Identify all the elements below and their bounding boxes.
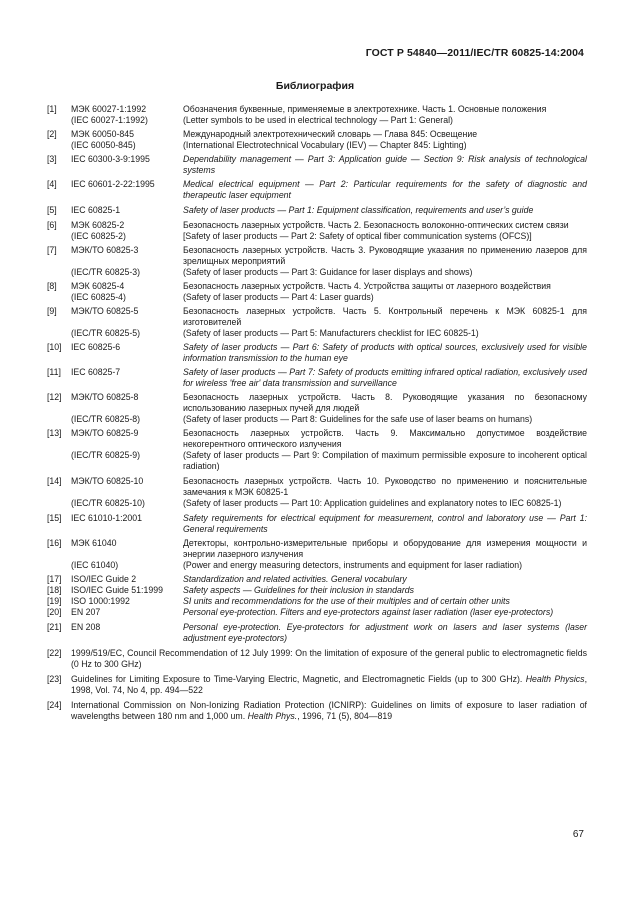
bibliography-entry xyxy=(47,205,587,216)
entry-original-code: (IEC 60825-4) xyxy=(71,292,126,302)
entry-number: [10] xyxy=(47,342,62,352)
entry-number: [19] xyxy=(47,596,62,606)
entry-text: Безопасность лазерных устройств. Часть 2. Безопасность волоконно-оптических систем связи xyxy=(183,220,569,230)
entry-text-main: Guidelines for Limiting Exposure to Time-Varying Electric, Magnetic, and Electromagnetic Fields (up to 300 GHz). xyxy=(71,674,523,684)
entry-number: [8] xyxy=(47,281,57,291)
entry-text: Personal eye-protection. Eye-protectors for adjustment work on lasers and laser systems (laser adjustment eye-protectors) xyxy=(183,622,587,643)
entry-number: [4] xyxy=(47,179,57,189)
entry-text: Personal eye-protection. Filters and eye-protectors against laser radiation (laser eye-protectors) xyxy=(183,607,554,617)
bibliography-entry xyxy=(47,306,587,339)
entry-code: МЭК 60825-2 xyxy=(71,220,125,230)
entry-number: [14] xyxy=(47,476,62,486)
entry-original-text: (Safety of laser products — Part 3: Guidance for laser displays and shows) xyxy=(183,267,473,277)
entry-number: [13] xyxy=(47,428,62,438)
bibliography-entry xyxy=(47,281,587,303)
entry-text: Dependability management — Part 3: Application guide — Section 9: Risk analysis of technological systems xyxy=(183,154,587,175)
entry-text: Безопасность лазерных устройств. Часть 3. Руководящие указания по применению лазеров для зрелищных мероприятий xyxy=(183,245,587,266)
bibliography-entry xyxy=(47,179,587,201)
entry-original-text: [Safety of laser products — Part 2: Safety of optical fiber communication systems (OFCS)] xyxy=(183,231,532,241)
bibliography-entry xyxy=(47,476,587,509)
entry-code: МЭК/ТО 60825-10 xyxy=(71,476,144,486)
entry-code: ISO/IEC Guide 2 xyxy=(71,574,137,584)
entry-code: МЭК/ТО 60825-9 xyxy=(71,428,139,438)
entry-code: МЭК/ТО 60825-3 xyxy=(71,245,139,255)
bibliography-entry xyxy=(47,538,587,571)
entry-text: Международный электротехнический словарь — Глава 845: Освещение xyxy=(183,129,478,139)
document-header: ГОСТ Р 54840—2011/IEC/TR 60825-14:2004 xyxy=(365,47,584,59)
entry-original-code: (IEC 60027-1:1992) xyxy=(71,115,148,125)
entry-original-code: (IEC 60050-845) xyxy=(71,140,136,150)
entry-text: Детекторы, контрольно-измерительные приборы и оборудование для измерения мощности и энергии лазерного излучения xyxy=(183,538,587,559)
entry-original-text: (Safety of laser products — Part 9: Compilation of maximum permissible exposure to incoherent optical radiation) xyxy=(183,450,587,471)
entry-code: ISO 1000:1992 xyxy=(71,596,130,606)
entry-code: МЭК 60050-845 xyxy=(71,129,134,139)
entry-text: Safety of laser products — Part 7: Safety of products emitting infrared optical radiation, exclusively used for wireless 'free air' data transmission and surveillance xyxy=(183,367,587,388)
entry-text: Безопасность лазерных устройств. Часть 5. Контрольный перечень к МЭК 60825-1 для изготовителей xyxy=(183,306,587,327)
bibliography-entry xyxy=(47,245,587,278)
bibliography-entry xyxy=(47,220,587,242)
entry-original-code: (IEC/TR 60825-8) xyxy=(71,414,141,424)
entry-number: [20] xyxy=(47,607,62,617)
bibliography-entry xyxy=(47,342,587,364)
entry-code: EN 208 xyxy=(71,622,101,632)
entry-number: [1] xyxy=(47,104,57,114)
entry-code: IEC 61010-1:2001 xyxy=(71,513,143,523)
entry-text xyxy=(71,700,587,722)
entry-text xyxy=(71,648,587,670)
bibliography-entry xyxy=(47,622,587,644)
entry-number: [21] xyxy=(47,622,62,632)
bibliography-list xyxy=(47,104,587,722)
entry-original-code: (IEC 60825-2) xyxy=(71,231,126,241)
entry-number: [7] xyxy=(47,245,57,255)
entry-original-text: (Safety of laser products — Part 10: Application guidelines and explanatory notes to IEC 60825-1) xyxy=(183,498,562,508)
entry-original-code: (IEC/TR 60825-10) xyxy=(71,498,145,508)
entry-text: SI units and recommendations for the use of their multiples and of certain other units xyxy=(183,596,510,606)
entry-citation-details: , 1998, Vol. 74, No 4, pp. 494—522 xyxy=(71,674,587,695)
entry-number: [22] xyxy=(47,648,62,658)
page-title: Библиография xyxy=(275,80,355,92)
entry-original-text: (Power and energy measuring detectors, instruments and equipment for laser radiation) xyxy=(183,560,522,570)
bibliography-entry xyxy=(47,154,587,176)
entry-text: Safety of laser products — Part 6: Safety of products with optical sources, exclusively used for visible information transmission to the human eye xyxy=(183,342,587,363)
entry-original-text: (Safety of laser products — Part 5: Manufacturers checklist for IEC 60825-1) xyxy=(183,328,479,338)
entry-text-main: International Commission on Non-Ionizing Radiation Protection (ICNIRP): Guidelines on limits of exposure to laser radiation of wavelengths between 180 nm and 1,000 um. xyxy=(71,700,587,721)
entry-text: Standardization and related activities. General vocabulary xyxy=(183,574,407,584)
bibliography-entry xyxy=(47,129,587,151)
entry-text: Обозначения буквенные, применяемые в электротехнике. Часть 1. Основные положения xyxy=(183,104,547,114)
entry-original-text: (Safety of laser products — Part 4: Laser guards) xyxy=(183,292,374,302)
bibliography-entry xyxy=(47,585,587,596)
entry-number: [3] xyxy=(47,154,57,164)
entry-original-code: (IEC/TR 60825-3) xyxy=(71,267,141,277)
entry-text: Safety aspects — Guidelines for their inclusion in standards xyxy=(183,585,415,595)
entry-number: [6] xyxy=(47,220,57,230)
entry-number: [16] xyxy=(47,538,62,548)
entry-text: Безопасность лазерных устройств. Часть 8. Руководящие указания по безопасному использованию лазерных пучей для людей xyxy=(183,392,587,413)
entry-number: [17] xyxy=(47,574,62,584)
entry-number: [23] xyxy=(47,674,62,684)
entry-number: [9] xyxy=(47,306,57,316)
entry-code: IEC 60825-7 xyxy=(71,367,121,377)
entry-number: [12] xyxy=(47,392,62,402)
entry-original-code: (IEC 61040) xyxy=(71,560,119,570)
entry-code: IEC 60825-6 xyxy=(71,342,121,352)
bibliography-entry xyxy=(47,513,587,535)
entry-original-text: (Letter symbols to be used in electrical technology — Part 1: General) xyxy=(183,115,453,125)
entry-text-main: 1999/519/EC, Council Recommendation of 12 July 1999: On the limitation of exposure of the general public to electromagnetic fields (0 Hz to 300 GHz) xyxy=(71,648,587,669)
entry-code: ISO/IEC Guide 51:1999 xyxy=(71,585,163,595)
entry-original-text: (International Electrotechnical Vocabulary (IEV) — Chapter 845: Lighting) xyxy=(183,140,467,150)
entry-number: [15] xyxy=(47,513,62,523)
entry-number: [5] xyxy=(47,205,57,215)
bibliography-entry xyxy=(47,104,587,126)
entry-text: Medical electrical equipment — Part 2: Particular requirements for the safety of diagnostic and therapeutic laser equipment xyxy=(183,179,587,200)
entry-number: [11] xyxy=(47,367,61,377)
entry-citation-details: , 1996, 71 (5), 804—819 xyxy=(297,711,393,721)
bibliography-entry xyxy=(47,574,587,585)
entry-code: IEC 60825-1 xyxy=(71,205,121,215)
bibliography-entry xyxy=(47,392,587,425)
entry-code: IEC 60300-3-9:1995 xyxy=(71,154,150,164)
entry-text: Безопасность лазерных устройств. Часть 9. Максимально допустимое воздействие некогерентного оптического излучения xyxy=(183,428,587,449)
entry-text: Safety requirements for electrical equipment for measurement, control and laboratory use — Part 1: General requirements xyxy=(183,513,587,534)
entry-journal: Health Physics xyxy=(525,674,585,684)
bibliography-entry xyxy=(47,700,587,722)
entry-code: EN 207 xyxy=(71,607,101,617)
bibliography-entry xyxy=(47,648,587,670)
entry-original-text: (Safety of laser products — Part 8: Guidelines for the safe use of laser beams on humans) xyxy=(183,414,533,424)
entry-code: МЭК/ТО 60825-8 xyxy=(71,392,139,402)
bibliography-entry xyxy=(47,428,587,472)
bibliography-entry xyxy=(47,607,587,618)
entry-number: [18] xyxy=(47,585,62,595)
entry-text: Безопасность лазерных устройств. Часть 10. Руководство по применению и пояснительные замечания к МЭК 60825-1 xyxy=(183,476,587,497)
entry-code: МЭК/ТО 60825-5 xyxy=(71,306,139,316)
bibliography-entry xyxy=(47,367,587,389)
page-number: 67 xyxy=(572,829,584,840)
bibliography-entry xyxy=(47,674,587,696)
entry-number: [2] xyxy=(47,129,57,139)
entry-code: МЭК 60027-1:1992 xyxy=(71,104,147,114)
entry-original-code: (IEC/TR 60825-5) xyxy=(71,328,141,338)
entry-code: МЭК 60825-4 xyxy=(71,281,125,291)
entry-original-code: (IEC/TR 60825-9) xyxy=(71,450,141,460)
entry-text: Safety of laser products — Part 1: Equipment classification, requirements and user’s guide xyxy=(183,205,534,215)
entry-journal: Health Phys. xyxy=(247,711,298,721)
entry-number: [24] xyxy=(47,700,62,710)
entry-code: IEC 60601-2-22:1995 xyxy=(71,179,155,189)
entry-code: МЭК 61040 xyxy=(71,538,117,548)
bibliography-entry xyxy=(47,596,587,607)
entry-text xyxy=(71,674,587,696)
entry-text: Безопасность лазерных устройств. Часть 4. Устройства защиты от лазерного воздействия xyxy=(183,281,551,291)
